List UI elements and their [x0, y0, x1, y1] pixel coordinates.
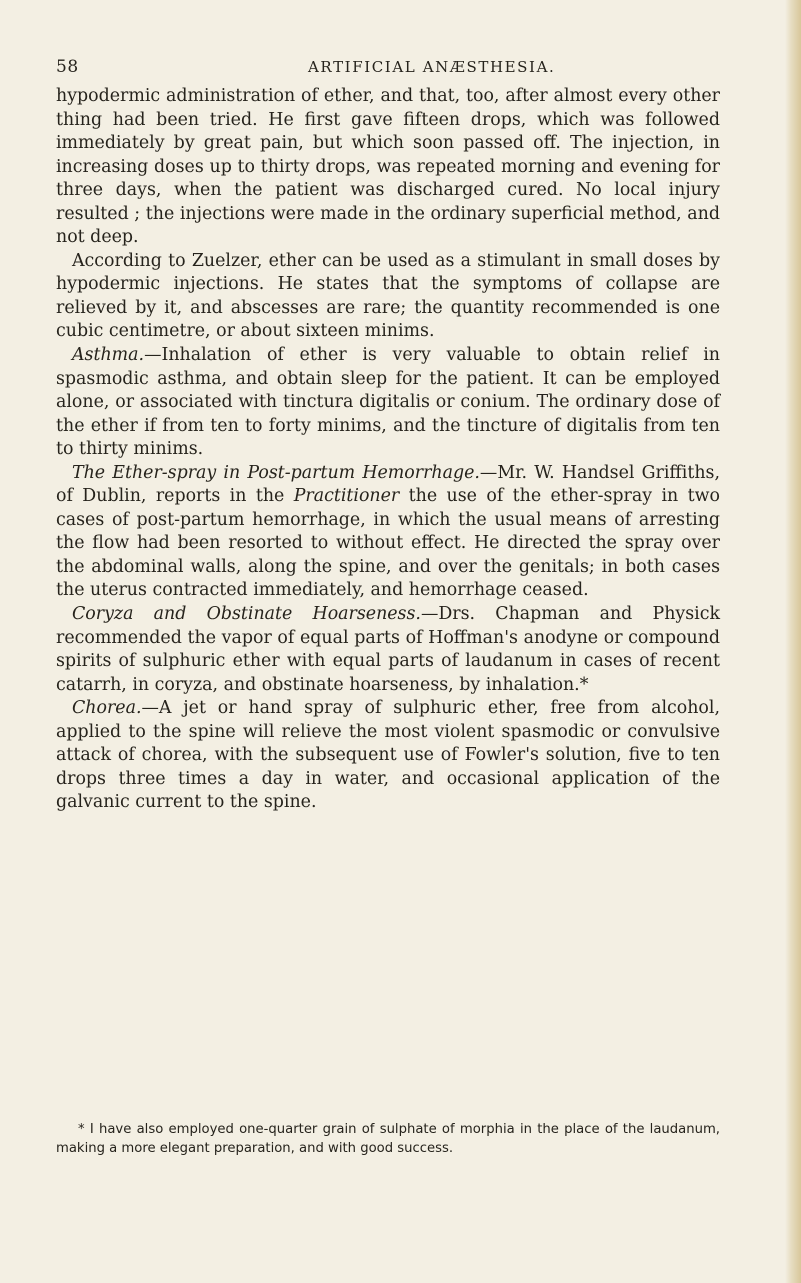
page-header: [56, 57, 706, 81]
paragraph-hypodermic: hypodermic administration of ether, and that, too, after almost every other thing had been tried. He first gave fifteen drops, which was followed immediately by great pain, but which soon passed off. The injection, in increasing doses up to thirty drops, was repeated morning and evening for three days, when the patient was discharged cured. No local injury resulted ; the injections were made in the ordinary superficial method, and not deep.: [56, 86, 720, 248]
footnote-text: * I have also employed one-quarter grain of sulphate of morphia in the place of the laudanum, making a more elegant preparation, and with good success.: [56, 1122, 720, 1156]
page-number: 58: [56, 57, 79, 77]
page-edge: [785, 0, 801, 1283]
paragraph-ether-spray: [56, 462, 720, 603]
heading-asthma: Asthma.: [72, 345, 145, 366]
heading-chorea: Chorea.: [72, 698, 142, 719]
body-text: [56, 85, 720, 815]
text-ether-spray-after: the use of the ether-spray in two cases of post-partum hemorrhage, in which the usual means of arresting the flow had been resorted to without effect. He directed the spray over the abdominal walls, along the spine, and over the genitals; in both cases the uterus contracted immediately, and hemorrhage ceased.: [56, 486, 720, 601]
text-ether-spray-before: —Mr. W. Handsel Griffiths, of Dublin, reports in the: [56, 462, 720, 507]
heading-ether-spray: The Ether-spray in Post-partum Hemorrhage.: [72, 462, 480, 483]
paragraph-asthma: [56, 344, 720, 462]
text-chorea: —A jet or hand spray of sulphuric ether, free from alcohol, applied to the spine will relieve the most violent spasmodic or convulsive attack of chorea, with the subsequent use of Fowler's solution, five to ten drops three times a day in water, and occasional application of the galvanic current to the spine.: [56, 698, 720, 813]
journal-title: Practitioner: [293, 486, 400, 507]
paragraph-coryza: [56, 603, 720, 697]
heading-coryza: Coryza and Obstinate Hoarseness.: [72, 604, 421, 625]
paragraph-chorea: [56, 697, 720, 815]
text-asthma: —Inhalation of ether is very valuable to obtain relief in spasmodic asthma, and obtain sleep for the patient. It can be employed alone, or associated with tinctura digitalis or conium. The ordinary dose of the ether if from ten to forty minims, and the tincture of digitalis from ten to thirty minims.: [56, 345, 720, 460]
footnote: [56, 1121, 720, 1159]
paragraph-zuelzer: According to Zuelzer, ether can be used as a stimulant in small doses by hypodermic injections. He states that the symptoms of collapse are relieved by it, and abscesses are rare; the quantity recommended is one cubic centimetre, or about sixteen minims.: [56, 250, 720, 342]
text-coryza: —Drs. Chapman and Physick recommended the vapor of equal parts of Hoffman's anodyne or compound spirits of sulphuric ether with equal parts of laudanum in cases of recent catarrh, in coryza, and obstinate hoarseness, by inhalation.*: [56, 604, 720, 695]
running-head: ARTIFICIAL ANÆSTHESIA.: [308, 58, 556, 76]
